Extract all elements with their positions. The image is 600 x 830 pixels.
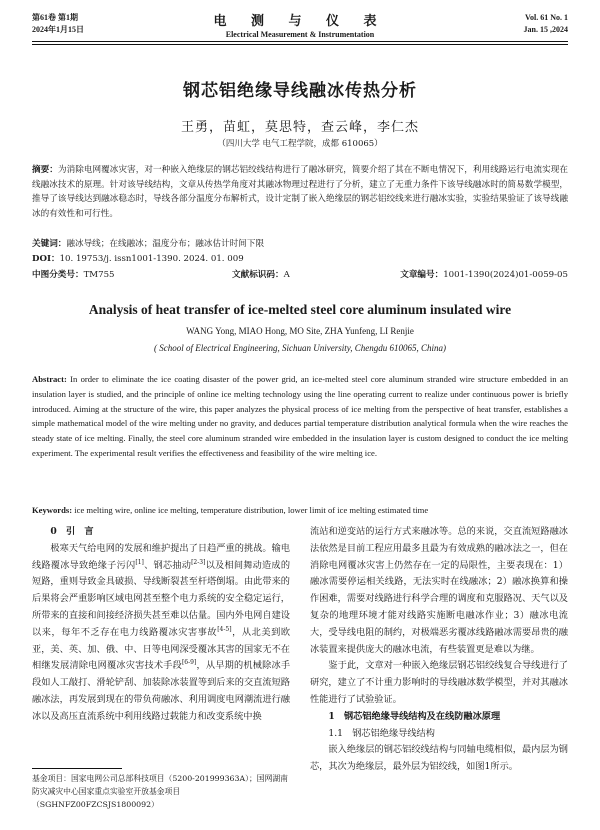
- footnote-rule: [32, 768, 122, 769]
- header-right: [524, 12, 568, 36]
- header-rule-thick: [32, 41, 568, 42]
- intro-text-4: ，从北美到欧亚，美、英、加、俄、中、日等电网深受覆冰其害的国家无不在相继发展清除电网覆冰灾害技术手段: [32, 626, 291, 672]
- intro-paragraph: [32, 541, 290, 726]
- ref-4: [6-9]: [181, 659, 197, 667]
- affiliation-en: ( School of Electrical Engineering, Sichuan University, Chengdu 610065, China): [154, 343, 446, 353]
- subsection-1-1-title: 1.1 钢芯铝绝缘导线结构: [328, 727, 435, 739]
- journal-name-cn: 电 测 与 仪 表: [213, 14, 387, 29]
- article-number: [400, 269, 568, 281]
- paper-title-cn: 钢芯铝绝缘导线融冰传热分析: [183, 81, 417, 101]
- keywords-cn-text: 融冰导线；在线融冰；温度分布；融冰估计时间下限: [66, 239, 265, 249]
- header-rule-thin: [32, 44, 568, 45]
- volume-en: Vol. 61 No. 1: [524, 13, 568, 22]
- affiliation-cn: （四川大学 电气工程学院，成都 610065）: [217, 139, 383, 149]
- keywords-en-text: ice melting wire, online ice melting, temperature distribution, lower limit of ice melting estimated time: [72, 505, 429, 515]
- header-center: [0, 10, 600, 39]
- paper-title-en: Analysis of heat transfer of ice-melted steel core aluminum insulated wire: [88, 302, 512, 317]
- intro-text-1: 极寒天气给电网的发展和维护提出了日趋严重的挑战。输电线路覆冰导致绝缘子污闪: [32, 542, 290, 571]
- journal-name-en: Electrical Measurement & Instrumentation: [225, 30, 375, 39]
- doi-label: DOI：: [32, 254, 60, 264]
- volume-cn: 第61卷 第1期: [32, 13, 78, 22]
- right-paragraph-2: 鉴于此，文章对一种嵌入绝缘层钢芯铝绞线复合导线进行了研究，建立了不计重力影响时的导线融冰数学模型，并对其融冰性能进行了试验验证。: [310, 660, 568, 705]
- ref-1: [1]: [135, 558, 144, 566]
- doi: [32, 252, 568, 267]
- doc-code: [232, 269, 290, 281]
- doi-text: 10. 19753/j. issn1001-1390. 2024. 01. 009: [59, 254, 244, 264]
- date-en: Jan. 15 ,2024: [523, 25, 568, 34]
- article-label: 文章编号：: [400, 270, 444, 280]
- right-paragraph-1: 流站和逆变站的运行方式来融冰等。总的来说，交直流短路融冰法依然是目前工程应用最多且最为有效成熟的融冰法之一，但在消除电网覆冰灾害上仍然存在一定的局限性，主要表现在：1）融冰需要停运相关线路，无法实时在线融冰；2）融冰换算和操作困难，需要对线路进行科学合理的调度和克服路况、天气以及复杂的地理环境才能对线路实施断电融冰作业；3）融冰电流大，受导线电阻的制约，对极端恶劣覆冰线路融冰需要昂贵的融冰装置来提供庞大的融冰电流，有些装置更是难以为继。: [310, 526, 568, 655]
- article-value: 1001-1390(2024)01-0059-05: [443, 270, 568, 280]
- intro-text-3: 以及相间舞动造成的短路，重则导致金具破损、导线断裂甚至杆塔倒塌。由此带来的后果将会严重影响区域电网甚至整个电力系统的安全稳定运行，所带来的直接和间接经济损失甚至难以估量。国内外电网自建设以来，每年不乏存在电力线路覆冰灾害事故: [32, 559, 291, 638]
- date-cn: 2024年1月15日: [32, 25, 84, 34]
- abstract-en-text: In order to eliminate the ice coating disaster of the power grid, an ice-melted steel core aluminum stranded wire structure embedded in an insulation layer is studied, and the principle of online ice melting technology using the line operating current to realize under continuous power is briefly introduced. Aiming at the structure of the wire, this paper analyzes the physical process of ice melting from the perspective of heat transfer, establishes a simple mathematical model of the wire melting under no gravity, and deduces partial temperature distribution analytical formula when the wire reaches the steady state of ice melting. Finally, the steel core aluminum stranded wire embedded in the insulation layer is custom designed to conduct the ice melting experiment. The experimental result verifies the effectiveness and feasibility of the wire melting ice.: [32, 374, 568, 458]
- ref-3: [4-5]: [217, 625, 232, 633]
- clc-value: TM755: [83, 270, 115, 280]
- abstract-cn-label: 摘要：: [32, 165, 58, 175]
- abstract-en: [32, 372, 568, 461]
- abstract-en-label: Abstract:: [32, 374, 67, 384]
- left-column: [32, 524, 290, 726]
- right-column: [310, 524, 568, 776]
- right-paragraph-3: 嵌入绝缘层的钢芯铝绞线结构与同轴电缆相似，最内层为钢芯，其次为绝缘层，最外层为铝绞线，如图1所示。: [310, 744, 568, 773]
- authors-en: WANG Yong, MIAO Hong, MO Site, ZHA Yunfeng, LI Renjie: [186, 326, 414, 336]
- doc-value: A: [283, 270, 290, 280]
- keywords-cn: [32, 237, 568, 252]
- keywords-en: [32, 504, 568, 516]
- abstract-cn: [32, 163, 568, 221]
- intro-text-2: 、钢芯抽动: [143, 559, 192, 571]
- section-1-title: 1 钢芯铝绝缘导线结构及在线防融冰原理: [328, 710, 501, 722]
- keywords-en-label: Keywords:: [32, 505, 73, 515]
- section-0-title: 0 引 言: [50, 526, 94, 537]
- ref-2: [2-3]: [191, 558, 206, 566]
- doc-label: 文献标识码：: [232, 270, 284, 280]
- clc-number: [32, 269, 115, 281]
- clc-label: 中图分类号：: [32, 270, 84, 280]
- authors-cn: 王勇，苗虹，莫思特，查云峰，李仁杰: [180, 120, 419, 135]
- funding-footnote: 基金项目：国家电网公司总部科技项目（5200-201999363A）；国网湖南防灾减灾中心国家重点实验室开放基金项目（SGHNFZ00FZCSJS1800092）: [32, 774, 288, 809]
- keywords-cn-label: 关键词：: [32, 239, 67, 249]
- intro-text-5: ，从早期的机械除冰手段如人工敲打、滑轮铲刮、加装除冰装置等到后来的交直流短路融冰法，再发展到现在的带负荷融冰、利用调度电网潮流进行融冰以及高压直流系统中利用线路过载能力和改变系统中换: [32, 660, 291, 722]
- abstract-cn-text: 为消除电网覆冰灾害，对一种嵌入绝缘层的钢芯铝绞线结构进行了融冰研究，简要介绍了其在不断电情况下，利用线路运行电流实现在线融冰技术的原理。针对该导线结构，文章从传热学角度对其融冰物理过程进行了分析，建立了无重力条件下该导线融冰时的简易数学模型，推导了该导线达到融冰稳态时，导线各部分温度分布解析式，设计定制了嵌入绝缘层的钢芯铝绞线来进行融冰实验，实验结果验证了该导线融冰的有效性和可行性。: [32, 165, 568, 219]
